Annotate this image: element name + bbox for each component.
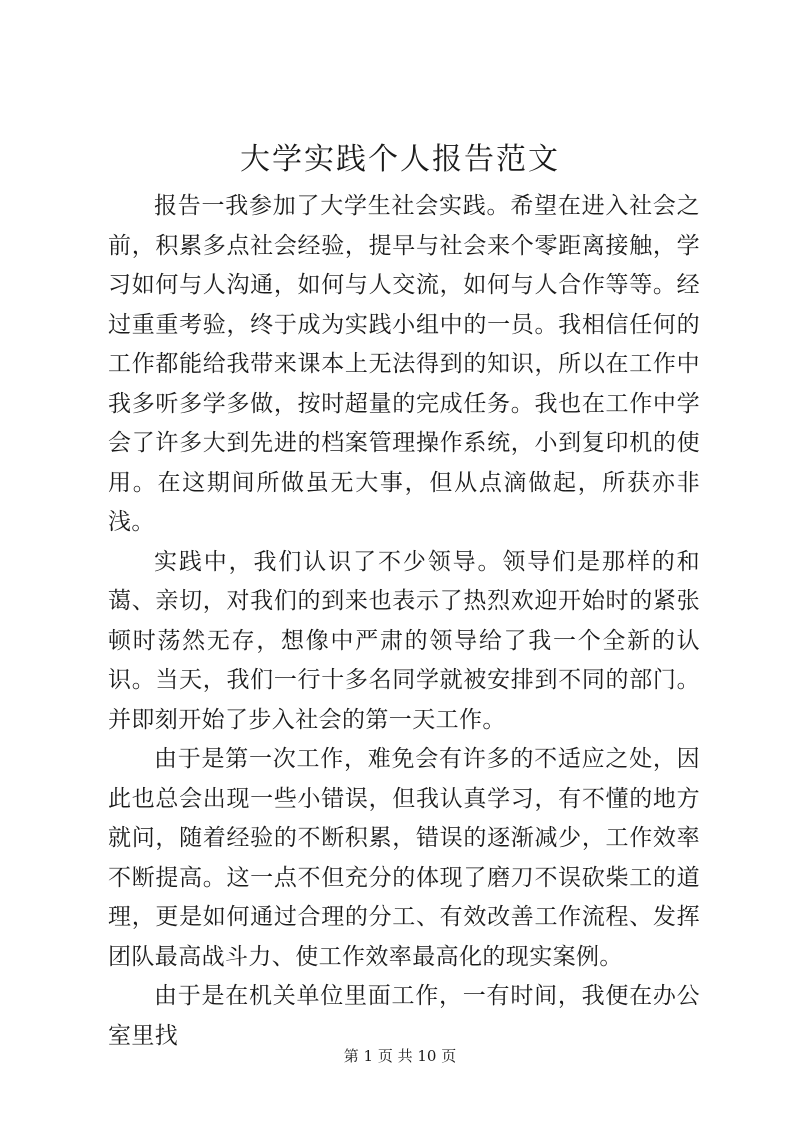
paragraph-3: 由于是第一次工作，难免会有许多的不适应之处，因此也总会出现一些小错误，但我认真学习，有不懂的地方就问，随着经验的不断积累，错误的逐渐减少，工作效率不断提高。这一点不但充分的体现了磨刀不误砍柴工的道理，更是如何通过合理的分工、有效改善工作流程、发挥团队最高战斗力、使工作效率最高化的现实案例。 (108, 746, 700, 970)
paragraph-1: 报告一我参加了大学生社会实践。希望在进入社会之前，积累多点社会经验，提早与社会来个零距离接触，学习如何与人沟通，如何与人交流，如何与人合作等等。经过重重考验，终于成为实践小组中的一员。我相信任何的工作都能给我带来课本上无法得到的知识，所以在工作中我多听多学多做，按时超量的完成任务。我也在工作中学会了许多大到先进的档案管理操作系统，小到复印机的使用。在这期间所做虽无大事，但从点滴做起，所获亦非浅。 (108, 193, 700, 535)
page-number-footer: 第 1 页 共 10 页 (343, 1047, 457, 1065)
document-title: 大学实践个人报告范文 (240, 142, 560, 177)
document-body (108, 187, 700, 1056)
paragraph-2: 实践中，我们认识了不少领导。领导们是那样的和蔼、亲切，对我们的到来也表示了热烈欢迎开始时的紧张顿时荡然无存，想像中严肃的领导给了我一个全新的认识。当天，我们一行十多名同学就被安排到不同的部门。并即刻开始了步入社会的第一天工作。 (108, 548, 700, 733)
paragraph-4: 由于是在机关单位里面工作，一有时间，我便在办公室里找 (108, 983, 700, 1049)
